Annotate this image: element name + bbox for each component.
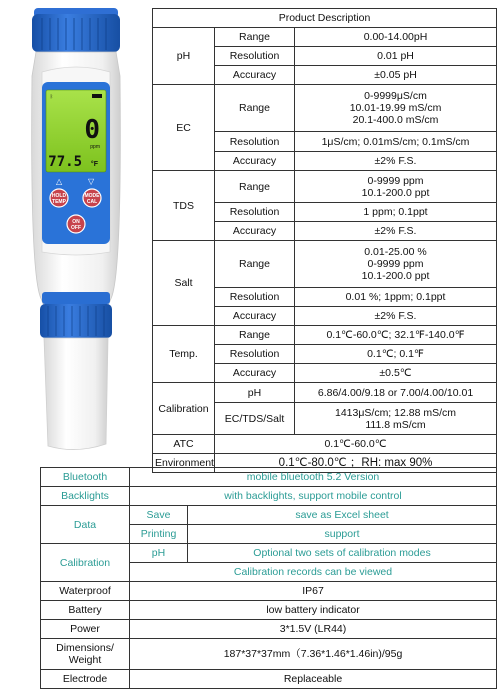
waterproof-label: Waterproof [41, 582, 130, 601]
salt-resolution-label: Resolution [215, 288, 295, 307]
temp-range-label: Range [215, 326, 295, 345]
svg-text:OFF: OFF [71, 225, 81, 231]
bluetooth-label: Bluetooth [41, 468, 130, 487]
salt-accuracy-label: Accuracy [215, 307, 295, 326]
battery-icon [92, 94, 102, 98]
features-table [40, 467, 497, 689]
lcd-unit: ppm [90, 144, 100, 150]
ph-range-value: 0.00-14.00pH [295, 28, 497, 47]
ec-accuracy-label: Accuracy [215, 152, 295, 171]
on-off-button[interactable] [67, 215, 85, 233]
tds-range-label: Range [215, 171, 295, 203]
salt-label: Salt [153, 241, 215, 326]
calibration2-ph-label: pH [130, 544, 188, 563]
tds-accuracy-value: ±2% F.S. [295, 222, 497, 241]
power-label: Power [41, 620, 130, 639]
tds-resolution-label: Resolution [215, 203, 295, 222]
temp-range-value: 0.1℃-60.0℃; 32.1℉-140.0℉ [295, 326, 497, 345]
data-save-label: Save [130, 506, 188, 525]
temp-label: Temp. [153, 326, 215, 383]
ph-accuracy-value: ±0.05 pH [295, 66, 497, 85]
tds-range-value: 0-9999 ppm 10.1-200.0 ppt [295, 171, 497, 203]
calibration-ec-label: EC/TDS/Salt [215, 403, 295, 435]
calibration2-ph-value: Optional two sets of calibration modes [188, 544, 497, 563]
ec-range-value: 0-9999μS/cm 10.01-19.99 mS/cm 20.1-400.0 mS/cm [295, 85, 497, 132]
calibration2-records-value: Calibration records can be viewed [130, 563, 497, 582]
tds-resolution-value: 1 ppm; 0.1ppt [295, 203, 497, 222]
svg-text:CAL: CAL [86, 199, 98, 205]
environment-label: Environment [153, 454, 215, 473]
svg-text:HOLD: HOLD [51, 193, 67, 199]
svg-text:MODE: MODE [84, 193, 100, 199]
electrode-label: Electrode [41, 670, 130, 689]
ph-resolution-label: Resolution [215, 47, 295, 66]
dimensions-label: Dimensions/ Weight [41, 639, 130, 670]
calibration2-label: Calibration [41, 544, 130, 582]
mode-cal-button[interactable] [83, 189, 101, 207]
ph-meter-illustration [20, 6, 132, 458]
temp-resolution-label: Resolution [215, 345, 295, 364]
salt-accuracy-value: ±2% F.S. [295, 307, 497, 326]
calibration-ph-value: 6.86/4.00/9.18 or 7.00/4.00/10.01 [295, 383, 497, 403]
ec-label: EC [153, 85, 215, 171]
ph-resolution-value: 0.01 pH [295, 47, 497, 66]
salt-range-value: 0.01-25.00 % 0-9999 ppm 10.1-200.0 ppt [295, 241, 497, 288]
lcd-value: 0 [84, 115, 100, 145]
data-printing-label: Printing [130, 525, 188, 544]
ph-label: pH [153, 28, 215, 85]
ec-range-label: Range [215, 85, 295, 132]
electrode-value: Replaceable [130, 670, 497, 689]
data-label: Data [41, 506, 130, 544]
tds-accuracy-label: Accuracy [215, 222, 295, 241]
temp-accuracy-label: Accuracy [215, 364, 295, 383]
ec-resolution-label: Resolution [215, 132, 295, 152]
lcd-temp-unit: °F [90, 161, 98, 168]
tds-label: TDS [153, 171, 215, 241]
waterproof-value: IP67 [130, 582, 497, 601]
ec-accuracy-value: ±2% F.S. [295, 152, 497, 171]
temp-resolution-value: 0.1℃; 0.1℉ [295, 345, 497, 364]
atc-value: 0.1℃-60.0℃ [215, 435, 497, 454]
probe-cap [44, 338, 108, 450]
salt-range-label: Range [215, 241, 295, 288]
up-arrow-icon: △ [56, 177, 63, 186]
product-description-table [152, 8, 497, 473]
down-arrow-icon: ▽ [88, 177, 95, 186]
ec-resolution-value: 1μS/cm; 0.01mS/cm; 0.1mS/cm [295, 132, 497, 152]
ph-accuracy-label: Accuracy [215, 66, 295, 85]
lcd-temp: 77.5 [48, 154, 82, 170]
salt-resolution-value: 0.01 %; 1ppm; 0.1ppt [295, 288, 497, 307]
temp-accuracy-value: ±0.5℃ [295, 364, 497, 383]
calibration-label: Calibration [153, 383, 215, 435]
battery-label: Battery [41, 601, 130, 620]
top-cap [32, 8, 120, 52]
environment-value: 0.1℃-80.0℃ ；RH: max 90% [215, 454, 497, 473]
hold-temp-button[interactable] [50, 189, 68, 207]
power-value: 3*1.5V (LR44) [130, 620, 497, 639]
data-save-value: save as Excel sheet [188, 506, 497, 525]
bluetooth-value: mobile bluetooth 5.2 Version [130, 468, 497, 487]
probe-collar [40, 292, 112, 338]
calibration-ec-value: 1413μS/cm; 12.88 mS/cm 111.8 mS/cm [295, 403, 497, 435]
battery-value: low battery indicator [130, 601, 497, 620]
svg-text:TEMP: TEMP [52, 199, 66, 205]
bluetooth-icon: ᛒ [50, 94, 54, 100]
atc-label: ATC [153, 435, 215, 454]
dimensions-value: 187*37*37mm（7.36*1.46*1.46in)/95g [130, 639, 497, 670]
svg-text:ON: ON [72, 219, 80, 225]
backlights-value: with backlights, support mobile control [130, 487, 497, 506]
ph-range-label: Range [215, 28, 295, 47]
table-header: Product Description [153, 9, 497, 28]
calibration-ph-label: pH [215, 383, 295, 403]
backlights-label: Backlights [41, 487, 130, 506]
data-printing-value: support [188, 525, 497, 544]
